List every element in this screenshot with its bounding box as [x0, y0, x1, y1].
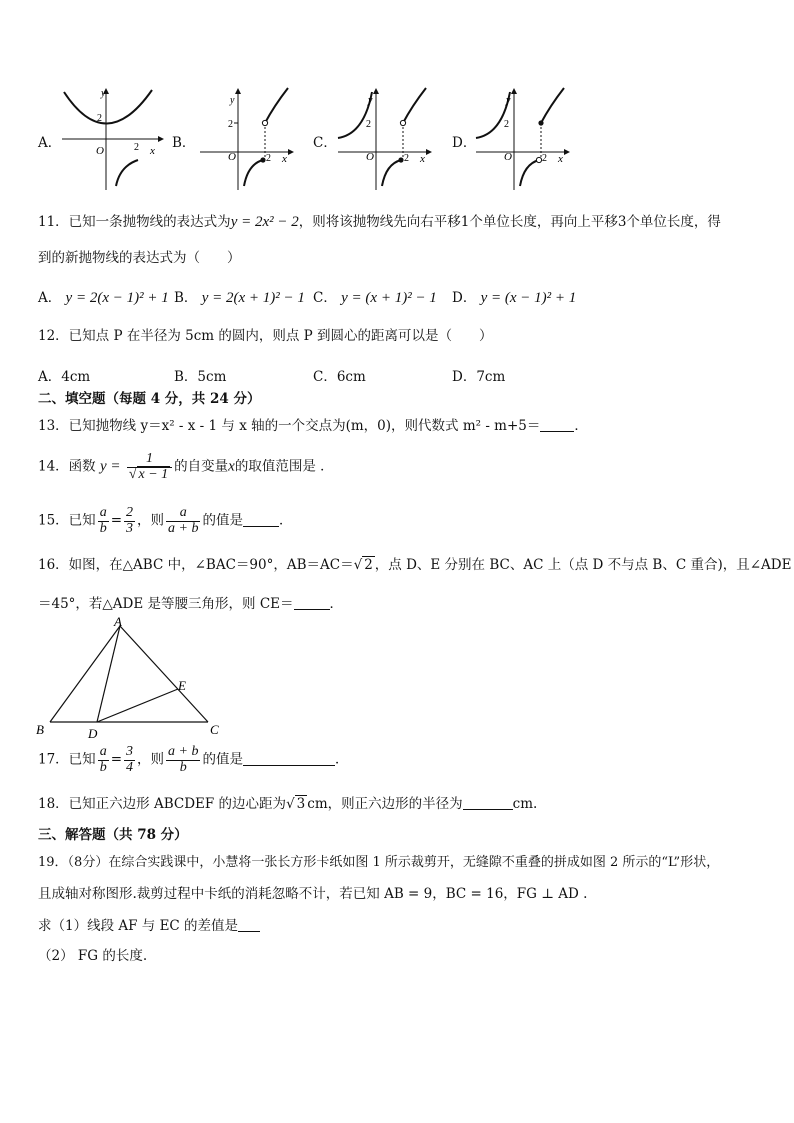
- q19-line3-text: 求（1）线段 AF 与 EC 的差值是: [38, 918, 239, 934]
- tick-2-x-label: 2: [542, 153, 547, 164]
- q16-line1b: ，点 D、E 分别在 BC、AC 上（点 D 不与点 B、C 重合)，且∠ADE: [374, 557, 792, 573]
- q10-graph-a: [58, 86, 168, 192]
- q13-answer-blank[interactable]: [540, 417, 574, 432]
- q15-frac-3: [166, 506, 200, 536]
- q16-line-1: 16．如图，在△ABC 中，∠BAC＝90°，AB＝AC＝√ 2 ，点 D、E 分别在 BC、AC 上（点 D 不与点 B、C 重合)，且∠ADE: [38, 557, 792, 573]
- option-label: D．: [452, 290, 477, 306]
- option-text: 6cm: [336, 369, 366, 385]
- q16-triangle-figure: [30, 614, 230, 742]
- tick-2-label: 2: [97, 113, 102, 124]
- q12-option-c[interactable]: [313, 365, 366, 385]
- q16-root: 2: [364, 557, 373, 573]
- q17-answer-blank[interactable]: [243, 751, 335, 766]
- option-label: A．: [38, 369, 62, 385]
- q18-mid: cm，则正六边形的半径为: [307, 796, 463, 812]
- origin-label: O: [366, 151, 374, 163]
- x-label: x: [150, 145, 155, 157]
- y-label: y: [368, 95, 373, 106]
- lower-branch: [116, 160, 138, 186]
- q17-mid: ，则: [137, 751, 164, 768]
- side-ab: [50, 626, 120, 722]
- q14-fraction: [127, 452, 172, 482]
- section-3-heading: 三、解答题（共 78 分）: [38, 827, 188, 843]
- q12-stem: 12．已知点 P 在半径为 5cm 的圆内，则点 P 到圆心的距离可以是（ ）: [38, 328, 493, 344]
- q18: 18．已知正六边形 ABCDEF 的边心距为√ 3 cm，则正六边形的半径为 cm.: [38, 796, 538, 812]
- q17-end: ．: [334, 751, 349, 768]
- lower-branch: [244, 160, 263, 186]
- tick-2-x-label: 2: [134, 142, 139, 153]
- option-label: C．: [313, 369, 337, 385]
- upper-left-branch: [338, 92, 372, 138]
- x-axis-arrow: [564, 149, 570, 155]
- q16-line1: 16．如图，在△ABC 中，∠BAC＝90°，AB＝AC＝: [38, 557, 354, 573]
- x-axis-arrow: [288, 149, 294, 155]
- q18-end: cm.: [512, 796, 538, 812]
- denominator: b: [179, 759, 187, 775]
- lower-branch: [520, 160, 539, 186]
- numerator: a: [166, 506, 200, 522]
- q17-pre: 17．已知: [38, 751, 96, 768]
- option-text: 4cm: [61, 369, 91, 385]
- q18-answer-blank[interactable]: [463, 795, 513, 810]
- q10-graph-d: [472, 86, 582, 192]
- label-a: A: [114, 614, 122, 629]
- q19-line-3: [38, 917, 260, 934]
- closed-dot: [398, 157, 403, 162]
- tick-2-x-label: 2: [404, 153, 409, 164]
- q10-option-b-label[interactable]: B．: [172, 135, 196, 151]
- option-text: y = 2(x + 1)² − 1: [201, 290, 305, 306]
- q15-eq: =: [110, 512, 122, 529]
- upper-right-branch: [265, 88, 288, 123]
- q14-radicand: x − 1: [138, 466, 169, 482]
- x-axis-arrow: [426, 149, 432, 155]
- q15: [38, 506, 292, 536]
- q17-frac-1: [98, 745, 109, 775]
- numerator: a + b: [168, 744, 199, 759]
- q12-option-d[interactable]: [452, 365, 505, 385]
- q15-frac-1: [98, 506, 109, 536]
- q16-line-2: [38, 595, 343, 612]
- open-dot: [400, 120, 405, 125]
- q15-answer-blank[interactable]: [243, 512, 279, 527]
- q15-pre: 15．已知: [38, 512, 96, 529]
- origin-label: O: [96, 145, 104, 157]
- label-e: E: [178, 678, 186, 693]
- y-label: y: [230, 95, 235, 106]
- x-axis-arrow: [158, 136, 164, 142]
- open-dot: [262, 120, 267, 125]
- y-axis-arrow: [511, 88, 517, 94]
- option-label: A．: [38, 290, 62, 306]
- q16-line2: ＝45°，若△ADE 是等腰三角形，则 CE＝: [38, 596, 294, 612]
- label-c: C: [210, 722, 219, 737]
- upper-right-branch: [541, 88, 564, 123]
- y-label: y: [101, 88, 106, 99]
- section-2-heading: 二、填空题（每题 4 分，共 24 分）: [38, 391, 261, 407]
- option-label: B．: [174, 369, 198, 385]
- option-label: D．: [452, 369, 477, 385]
- y-axis-arrow: [235, 88, 241, 94]
- q17: [38, 745, 348, 775]
- q11-expr: y = 2x² − 2: [230, 214, 299, 230]
- numerator: a: [99, 744, 107, 759]
- q11-stem-c: 到的新抛物线的表达式为（ ）: [38, 250, 241, 266]
- x-label: x: [282, 153, 287, 165]
- q17-post: 的值是: [202, 751, 243, 768]
- q14-numerator: 1: [127, 452, 172, 468]
- x-label: x: [420, 153, 425, 165]
- option-text: 7cm: [476, 369, 506, 385]
- option-text: y = 2(x − 1)² + 1: [65, 290, 169, 306]
- tick-2-label: 2: [504, 119, 509, 130]
- q19-answer-blank[interactable]: [238, 917, 260, 932]
- denominator: b: [99, 520, 107, 536]
- option-label: C．: [313, 290, 337, 306]
- closed-dot: [260, 157, 265, 162]
- q14: [38, 452, 334, 482]
- option-text: y = (x − 1)² + 1: [480, 290, 577, 306]
- y-axis-arrow: [373, 88, 379, 94]
- q19-line-4: （2） FG 的长度.: [38, 948, 148, 964]
- q13-text: 13．已知抛物线 y＝x² - x - 1 与 x 轴的一个交点为(m，0)，则代数式 m² - m+5＝: [38, 418, 541, 434]
- q16-answer-blank[interactable]: [294, 595, 330, 610]
- option-text: 5cm: [197, 369, 227, 385]
- q17-eq: =: [110, 751, 122, 768]
- q19-line-1: 19．（8分）在综合实践课中，小慧将一张长方形卡纸如图 1 所示裁剪开，无缝隙不重叠的拼成如图 2 所示的“L”形状，: [38, 855, 720, 870]
- q11-option-b[interactable]: [174, 286, 305, 307]
- parabola-curve: [64, 90, 152, 124]
- q10-option-c-label[interactable]: C．: [313, 135, 337, 151]
- option-label: B．: [174, 290, 198, 306]
- option-text: y = (x + 1)² − 1: [341, 290, 437, 306]
- q10-graph-b: [196, 86, 306, 192]
- q12-option-a[interactable]: [38, 365, 90, 385]
- q18-root: 3: [296, 796, 306, 812]
- q17-frac-2: [124, 745, 135, 775]
- q14-post2: 的取值范围是 ．: [234, 458, 334, 475]
- segment-ad: [97, 626, 120, 722]
- tick-2-label: 2: [366, 119, 371, 130]
- segment-de: [97, 689, 178, 722]
- q16-end: ．: [329, 596, 344, 612]
- numerator: 3: [126, 744, 133, 759]
- label-d: D: [88, 726, 98, 741]
- q15-frac-2: [124, 506, 135, 536]
- q14-post: 的自变量: [174, 458, 229, 475]
- q14-pre: 14．函数: [38, 458, 96, 475]
- q11-stem: [38, 213, 721, 231]
- q12-option-b[interactable]: [174, 365, 226, 385]
- q14-y: y =: [99, 458, 121, 475]
- numerator: 2: [126, 505, 133, 520]
- q13-end: ．: [574, 418, 588, 434]
- denominator: a + b: [168, 520, 199, 536]
- q11-option-d[interactable]: [452, 286, 576, 307]
- q11-stem-b: ，则将该抛物线先向右平移1个单位长度，再向上平移3个单位长度，得: [298, 214, 721, 230]
- q17-frac-3: [166, 745, 200, 775]
- open-dot: [536, 157, 541, 162]
- y-label: y: [506, 95, 511, 106]
- denominator: 3: [126, 520, 133, 536]
- q13: [38, 417, 588, 434]
- origin-label: O: [504, 151, 512, 163]
- origin-label: O: [228, 151, 236, 163]
- upper-right-branch: [403, 88, 426, 123]
- closed-dot: [538, 120, 543, 125]
- q10-graph-c: [334, 86, 444, 192]
- q10-option-a-label[interactable]: A．: [38, 135, 62, 151]
- numerator: a: [99, 505, 107, 520]
- denominator: b: [99, 759, 107, 775]
- q18-pre: 18．已知正六边形 ABCDEF 的边心距为: [38, 796, 287, 812]
- q11-stem-a: 11．已知一条抛物线的表达式为: [38, 214, 231, 230]
- q15-end: ．: [278, 512, 293, 529]
- x-label: x: [558, 153, 563, 165]
- upper-left-branch: [476, 92, 510, 138]
- q11-option-a[interactable]: [38, 286, 169, 307]
- q19-line-2: 且成轴对称图形.裁剪过程中卡纸的消耗忽略不计，若已知 AB = 9，BC = 16，FG ⊥ AD .: [38, 886, 588, 902]
- q11-option-c[interactable]: [313, 286, 437, 307]
- label-b: B: [36, 722, 44, 737]
- q14-denominator: √ x − 1: [128, 466, 169, 482]
- lower-branch: [382, 160, 401, 186]
- tick-2-x-label: 2: [266, 153, 271, 164]
- tick-2-label: 2: [228, 119, 233, 130]
- q14-var: x: [228, 458, 235, 475]
- q15-mid: ，则: [137, 512, 164, 529]
- q15-post: 的值是: [202, 512, 243, 529]
- q10-option-d-label[interactable]: D．: [452, 135, 477, 151]
- denominator: 4: [126, 759, 133, 775]
